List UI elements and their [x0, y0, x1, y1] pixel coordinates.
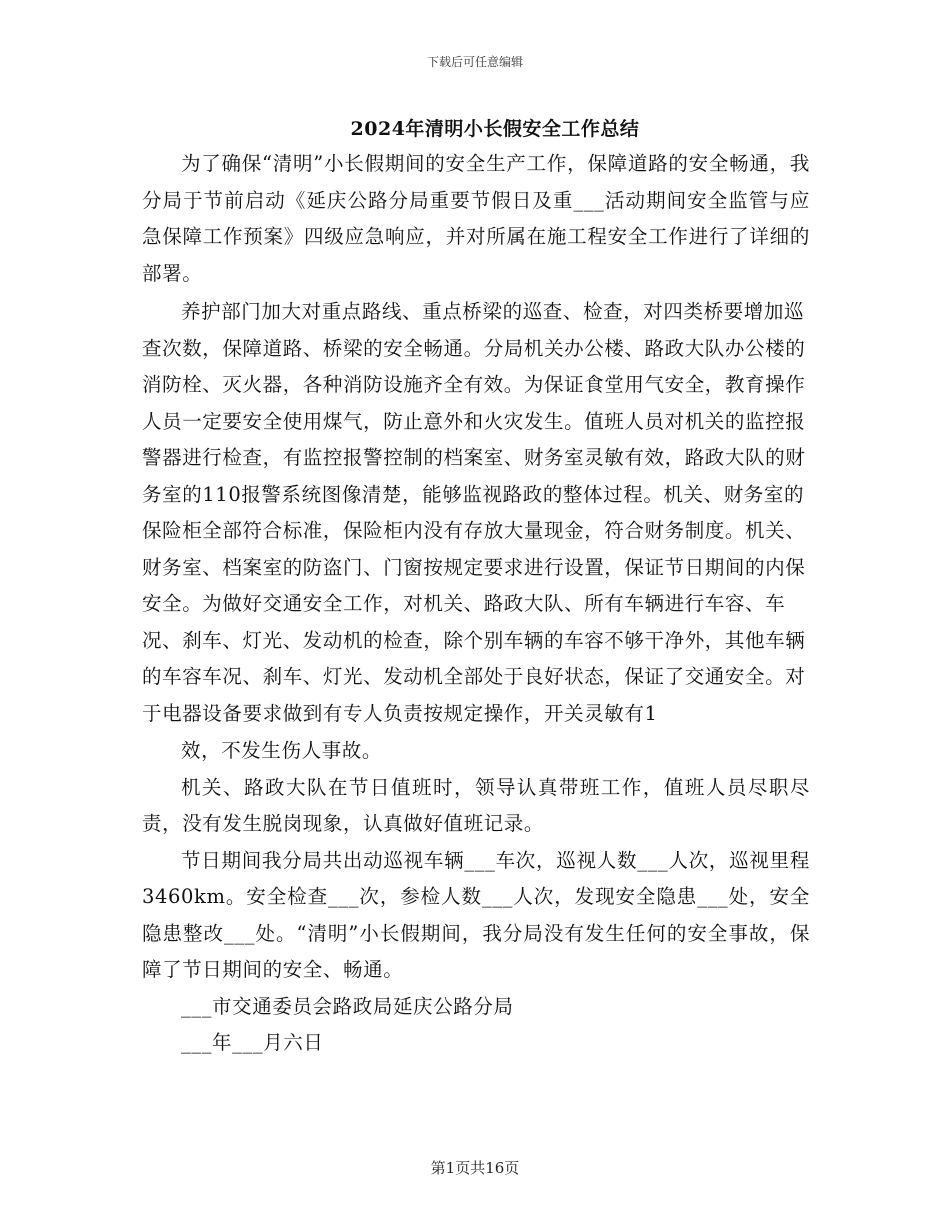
paragraph-accident: 效，不发生伤人事故。 — [181, 739, 383, 762]
paragraph-intro: 为了确保“清明”小长假期间的安全生产工作，保障道路的安全畅通，我分局于节前启动《延庆公路分局重要节假日及重___活动期间安全监管与应急保障工作预案》四级应急响应，并对所属在施工程安全工作进行了详细的部署。 — [142, 152, 810, 285]
paragraph-duty: 机关、路政大队在节日值班时，领导认真带班工作，值班人员尽职尽责，没有发生脱岗现象，认真做好值班记录。 — [142, 775, 810, 835]
page-number: 第1页共16页 — [430, 1159, 520, 1177]
paragraph-statistics: 节日期间我分局共出动巡视车辆___车次，巡视人数___人次，巡视里程3460km。安全检查___次，参检人数___人次，发现安全隐患___处，安全隐患整改___处。“清明”小长假期间，我分局没有发生任何的安全事故，保障了节日期间的安全、畅通。 — [142, 848, 810, 981]
header-note: 下载后可任意编辑 — [426, 55, 523, 69]
signature-organization: ___市交通委员会路政局延庆公路分局 — [181, 994, 514, 1018]
document-title: 2024年清明小长假安全工作总结 — [350, 118, 640, 140]
document-body — [142, 146, 810, 1062]
paragraph-maintenance: 养护部门加大对重点路线、重点桥梁的巡查、检查，对四类桥要增加巡查次数，保障道路、桥梁的安全畅通。分局机关办公楼、路政大队办公楼的消防栓、灭火器，各种消防设施齐全有效。为保证食堂用气安全，教育操作人员一定要安全使用煤气，防止意外和火灾发生。值班人员对机关的监控报警器进行检查，有监控报警控制的档案室、财务室灵敏有效，路政大队的财务室的110报警系统图像清楚，能够监视路政的整体过程。机关、财务室的保险柜全部符合标准，保险柜内没有存放大量现金，符合财务制度。机关、财务室、档案室的防盗门、门窗按规定要求进行设置，保证节日期间的内保安全。为做好交通安全工作，对机关、路政大队、所有车辆进行车容、车况、刹车、灯光、发动机的检查，除个别车辆的车容不够干净外，其他车辆的车容车况、刹车、灯光、发动机全部处于良好状态，保证了交通安全。对于电器设备要求做到有专人负责按规定操作，开关灵敏有1 — [142, 300, 806, 725]
signature-date: ___年___月六日 — [181, 1031, 324, 1054]
